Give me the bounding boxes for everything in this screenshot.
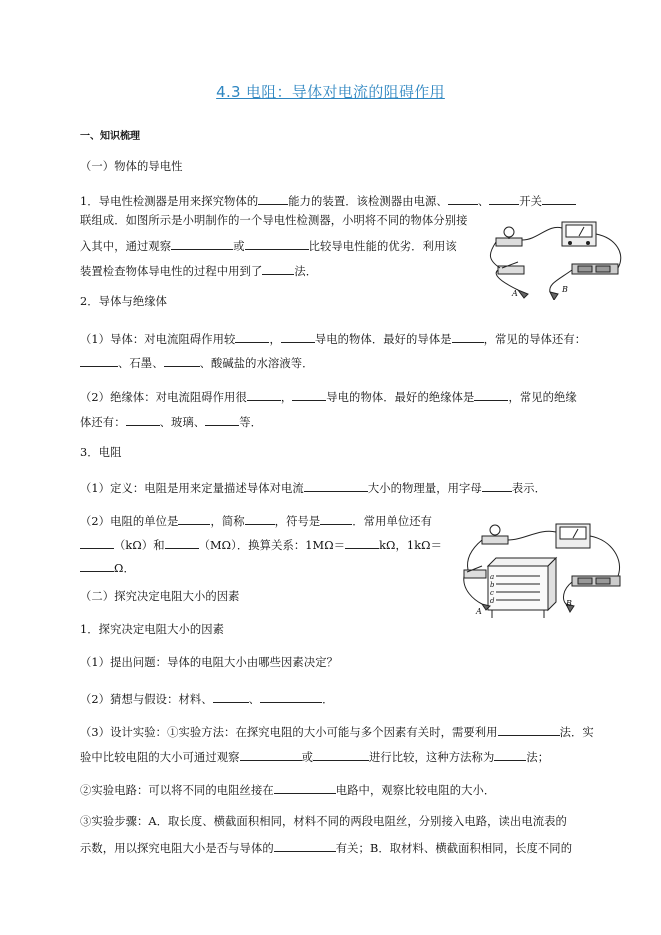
text: 体还有： bbox=[80, 416, 126, 429]
blank bbox=[245, 512, 275, 525]
paragraph-line bbox=[80, 723, 594, 740]
text: （2）绝缘体：对电流阻碍作用很 bbox=[80, 391, 247, 404]
paragraph-line bbox=[80, 536, 442, 553]
text: 法． bbox=[294, 265, 318, 278]
paragraph-line: （1）提出问题：导体的电阻大小由哪些因素决定？ bbox=[80, 656, 339, 669]
text: 进行比较，这种方法称为 bbox=[368, 751, 495, 764]
text: 电路中，观察比较电阻的大小． bbox=[335, 784, 496, 797]
paragraph-line bbox=[80, 781, 495, 798]
paragraph-line bbox=[80, 413, 262, 430]
blank bbox=[494, 748, 526, 761]
blank bbox=[281, 330, 315, 343]
text: 开关 bbox=[519, 195, 543, 208]
text: 、 bbox=[477, 195, 490, 208]
text: ，简称 bbox=[210, 515, 245, 528]
page-title: 4.3 电阻：导体对电流的阻碍作用 bbox=[216, 83, 445, 101]
blank bbox=[474, 388, 508, 401]
text: 有关；B．取材料、横截面积相同，长度不同的 bbox=[335, 842, 573, 855]
paragraph-line bbox=[80, 748, 549, 765]
text: kΩ，1kΩ＝ bbox=[379, 539, 442, 552]
blank bbox=[213, 690, 249, 703]
text: 比较导电性能的优劣．利用该 bbox=[308, 240, 457, 253]
blank bbox=[498, 723, 560, 736]
paragraph-line bbox=[80, 839, 572, 856]
text: 能力的装置．该检测器由电源、 bbox=[288, 195, 448, 208]
text: 、 bbox=[248, 693, 261, 706]
blank bbox=[258, 192, 288, 205]
paragraph-line bbox=[80, 237, 457, 254]
blank bbox=[274, 781, 336, 794]
blank bbox=[164, 354, 200, 367]
blank bbox=[482, 479, 512, 492]
blank bbox=[240, 748, 302, 761]
text: 大小的物理量，用字母 bbox=[367, 482, 482, 495]
text: 入其中，通过观察 bbox=[80, 240, 172, 253]
text: Ω． bbox=[114, 562, 135, 575]
blank bbox=[313, 748, 369, 761]
paragraph-line bbox=[80, 479, 546, 496]
text: （2）电阻的单位是 bbox=[80, 515, 179, 528]
blank bbox=[80, 354, 118, 367]
paragraph-line bbox=[80, 192, 576, 209]
blank bbox=[542, 192, 576, 205]
blank bbox=[80, 559, 114, 572]
text: 、玻璃、 bbox=[159, 416, 206, 429]
text: （3）设计实验：①实验方法：在探究电阻的大小可能与多个因素有关时，需要利用 bbox=[80, 726, 498, 739]
blank bbox=[292, 388, 326, 401]
paragraph-line: 联组成．如图所示是小明制作的一个导电性检测器，小明将不同的物体分别接 bbox=[80, 214, 468, 227]
text: 或 bbox=[233, 240, 245, 253]
blank bbox=[178, 512, 210, 525]
text: ②实验电路：可以将不同的电阻丝接在 bbox=[80, 784, 274, 797]
label-b: B bbox=[562, 285, 568, 294]
paragraph-line bbox=[80, 512, 432, 529]
text: （2）猜想与假设：材料、 bbox=[80, 693, 213, 706]
label-a: A bbox=[512, 289, 518, 298]
blank bbox=[245, 237, 309, 250]
paragraph-heading: 3．电阻 bbox=[80, 446, 122, 459]
label-a: A bbox=[476, 607, 482, 616]
text: 导电的物体．最好的绝缘体是 bbox=[326, 391, 475, 404]
blank bbox=[205, 413, 239, 426]
label-b-small: b bbox=[490, 581, 495, 589]
text: ， bbox=[269, 333, 281, 346]
text: （kΩ）和 bbox=[114, 539, 165, 552]
paragraph-heading: 1．探究决定电阻大小的因素 bbox=[80, 623, 225, 636]
paragraph-line bbox=[80, 354, 314, 371]
blank bbox=[452, 330, 484, 343]
blank bbox=[345, 536, 379, 549]
subheading-factors: （二）探究决定电阻大小的因素 bbox=[80, 590, 240, 603]
paragraph-line bbox=[80, 559, 135, 576]
blank bbox=[320, 512, 352, 525]
section-heading-knowledge: 一、知识梳理 bbox=[80, 131, 140, 142]
text: 或 bbox=[301, 751, 313, 764]
paragraph-heading: 2．导体与绝缘体 bbox=[80, 295, 168, 308]
text: （1）定义：电阻是用来定量描述导体对电流 bbox=[80, 482, 304, 495]
blank bbox=[448, 192, 478, 205]
text: 导电的物体．最好的导体是 bbox=[314, 333, 452, 346]
blank bbox=[262, 262, 294, 275]
text: ，符号是 bbox=[274, 515, 321, 528]
text: ．常用单位还有 bbox=[352, 515, 433, 528]
text: 验中比较电阻的大小可通过观察 bbox=[80, 751, 240, 764]
blank bbox=[165, 536, 199, 549]
label-c-small: c bbox=[490, 589, 494, 597]
text: 法； bbox=[526, 751, 550, 764]
blank bbox=[247, 388, 281, 401]
paragraph-line: ③实验步骤：A．取长度、横截面积相同，材料不同的两段电阻丝，分别接入电路，读出电流表的 bbox=[80, 815, 567, 828]
blank bbox=[171, 237, 233, 250]
blank bbox=[126, 413, 160, 426]
resistance-board-figure bbox=[462, 520, 628, 624]
conductivity-tester-figure bbox=[488, 210, 628, 300]
text: 1．导电性检测器是用来探究物体的 bbox=[80, 195, 259, 208]
paragraph-line bbox=[80, 262, 317, 279]
blank bbox=[304, 479, 368, 492]
text: （MΩ）．换算关系：1MΩ＝ bbox=[198, 539, 346, 552]
text: 法．实 bbox=[559, 726, 594, 739]
blank bbox=[80, 536, 114, 549]
blank bbox=[235, 330, 269, 343]
text: ， bbox=[280, 391, 293, 404]
label-a-small: a bbox=[490, 573, 495, 581]
text: 表示． bbox=[511, 482, 547, 495]
blank bbox=[260, 690, 322, 703]
label-b: B bbox=[566, 599, 572, 608]
label-d-small: d bbox=[490, 597, 495, 605]
subheading-conductivity: （一）物体的导电性 bbox=[80, 160, 183, 173]
text: 示数，用以探究电阻大小是否与导体的 bbox=[80, 842, 274, 855]
text: 、酸碱盐的水溶液等． bbox=[199, 357, 314, 370]
paragraph-line bbox=[80, 388, 577, 405]
text: ，常见的导体还有： bbox=[483, 333, 587, 346]
text: ，常见的绝缘 bbox=[508, 391, 577, 404]
paragraph-line bbox=[80, 330, 586, 347]
text: （1）导体：对电流阻碍作用较 bbox=[80, 333, 236, 346]
blank bbox=[274, 839, 336, 852]
text: 等． bbox=[239, 416, 262, 429]
text: 装置检查物体导电性的过程中用到了 bbox=[80, 265, 263, 278]
text: ． bbox=[322, 693, 334, 706]
blank bbox=[489, 192, 519, 205]
paragraph-line bbox=[80, 690, 333, 707]
text: 、石墨、 bbox=[118, 357, 164, 370]
